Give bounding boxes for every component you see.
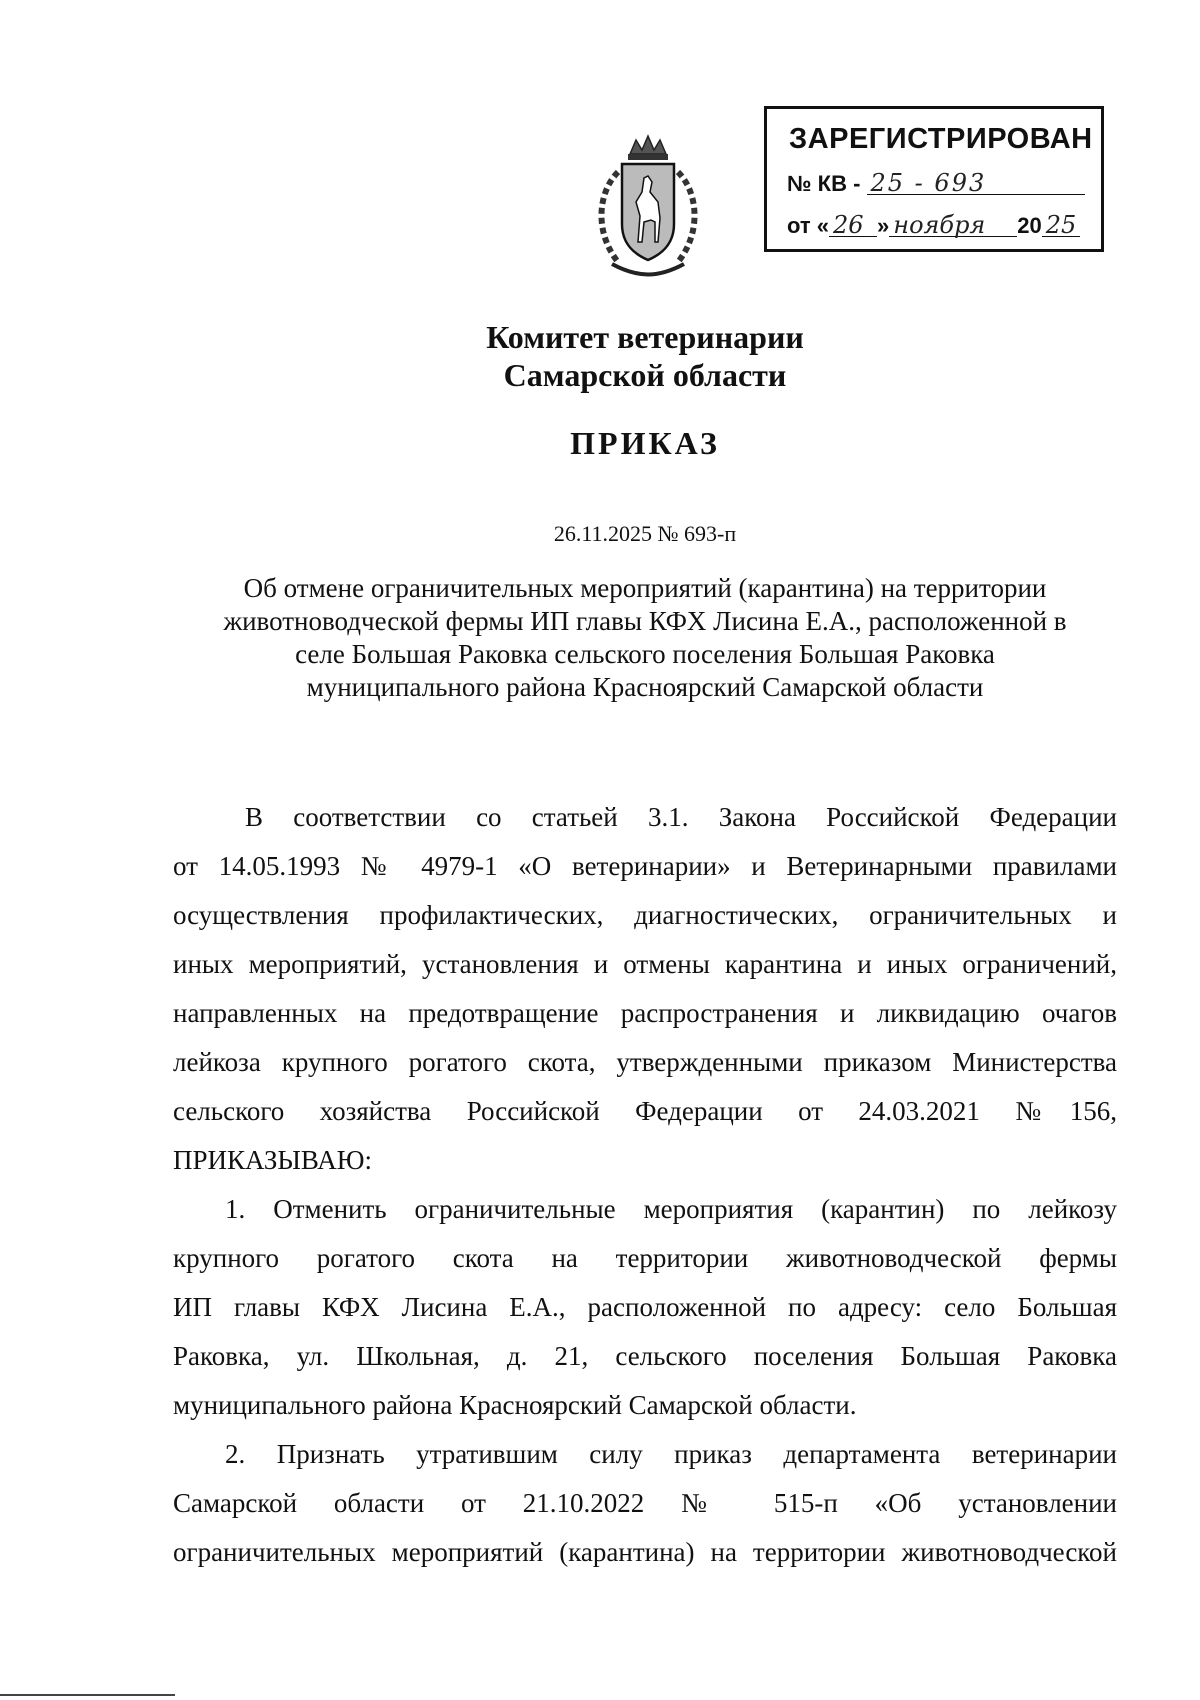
body-line: муниципального района Красноярский Самарской области. bbox=[173, 1390, 857, 1420]
stamp-number-prefix: № КВ - bbox=[787, 171, 861, 196]
document-body bbox=[173, 793, 1117, 1577]
stamp-handwritten-month: ноября bbox=[889, 214, 1017, 237]
subject-line: животноводческой фермы ИП главы КФХ Лисина Е.А., расположенной в bbox=[223, 606, 1067, 636]
body-line-item-1: 1. Отменить ограничительные мероприятия (карантин) по лейкозу bbox=[225, 1194, 1117, 1224]
body-line: ИП главы КФХ Лисина Е.А., расположенной по адресу: село Большая bbox=[173, 1292, 1117, 1322]
bottom-edge-line bbox=[0, 1694, 175, 1696]
body-line: крупного рогатого скота на территории животноводческой фермы bbox=[173, 1243, 1117, 1273]
organization-name-line-1: Комитет ветеринарии bbox=[486, 319, 804, 355]
subject-line: муниципального района Красноярский Самарской области bbox=[306, 672, 984, 702]
body-line: ограничительных мероприятий (карантина) на территории животноводческой bbox=[173, 1537, 1117, 1567]
coat-of-arms-emblem bbox=[578, 132, 718, 282]
body-line: направленных на предотвращение распространения и ликвидацию очагов bbox=[173, 998, 1117, 1028]
body-line-order-word: ПРИКАЗЫВАЮ: bbox=[173, 1145, 372, 1175]
stamp-year-prefix: 20 bbox=[1017, 213, 1042, 238]
stamp-title: ЗАРЕГИСТРИРОВАН bbox=[789, 123, 1093, 155]
stamp-handwritten-number: 25 - 693 bbox=[867, 172, 1085, 195]
stamp-handwritten-year: 25 bbox=[1042, 214, 1080, 237]
body-line: иных мероприятий, установления и отмены карантина и иных ограничений, bbox=[173, 949, 1117, 979]
body-line: сельского хозяйства Российской Федерации от 24.03.2021 №156, bbox=[173, 1096, 1117, 1126]
organization-name-line-2: Самарской области bbox=[503, 357, 787, 393]
body-line: от 14.05.1993 № 4979-1 «О ветеринарии» и Ветеринарными правилами bbox=[173, 851, 1117, 881]
document-subject bbox=[170, 572, 1120, 704]
body-line: В соответствии со статьей 3.1. Закона Российской Федерации bbox=[245, 802, 1117, 832]
body-line: Самарской области от 21.10.2022 № 515-п «Об установлении bbox=[173, 1488, 1117, 1518]
stamp-date-line bbox=[787, 213, 1080, 239]
stamp-number-line bbox=[787, 171, 1085, 197]
document-type-title: ПРИКАЗ bbox=[570, 425, 720, 461]
body-line: Раковка, ул. Школьная, д. 21, сельского поселения Большая Раковка bbox=[173, 1341, 1117, 1371]
document-date-number: 26.11.2025 № 693-п bbox=[553, 521, 737, 546]
body-line-item-2: 2. Признать утратившим силу приказ департамента ветеринарии bbox=[225, 1439, 1117, 1469]
registration-stamp bbox=[764, 106, 1104, 252]
stamp-date-mid: » bbox=[877, 213, 890, 238]
stamp-handwritten-day: 26 bbox=[829, 214, 877, 237]
body-line: осуществления профилактических, диагностических, ограничительных и bbox=[173, 900, 1117, 930]
stamp-date-prefix: от « bbox=[787, 213, 830, 238]
subject-line: Об отмене ограничительных мероприятий (карантина) на территории bbox=[243, 573, 1047, 603]
subject-line: селе Большая Раковка сельского поселения Большая Раковка bbox=[295, 639, 995, 669]
body-line: лейкоза крупного рогатого скота, утвержденными приказом Министерства bbox=[173, 1047, 1117, 1077]
